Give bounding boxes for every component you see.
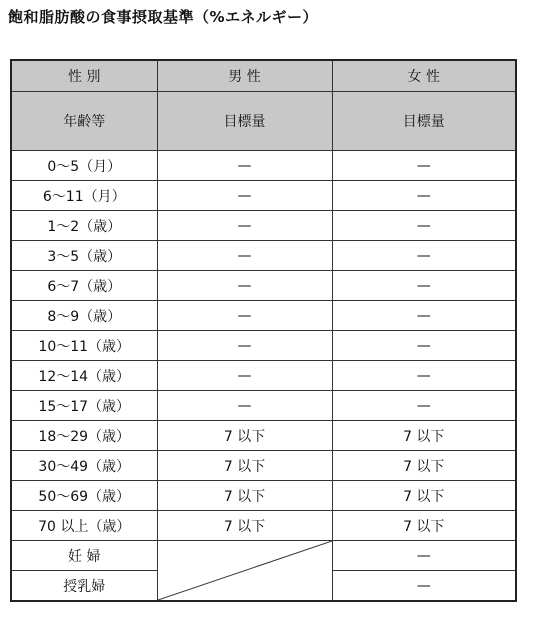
table-row [11, 451, 516, 481]
male-value-cell: — [157, 241, 332, 271]
age-cell: 6～11（月） [11, 181, 157, 211]
header-row-sex [11, 60, 516, 92]
saturated-fat-intake-table [10, 59, 517, 602]
female-value-cell: — [332, 571, 516, 602]
header-male-target: 目標量 [157, 92, 332, 151]
age-cell: 30～49（歳） [11, 451, 157, 481]
female-value-cell: — [332, 181, 516, 211]
female-value-cell: — [332, 211, 516, 241]
female-value-cell: — [332, 151, 516, 181]
female-value-cell: — [332, 361, 516, 391]
female-value-cell: — [332, 301, 516, 331]
age-cell: 6～7（歳） [11, 271, 157, 301]
table-row [11, 181, 516, 211]
female-value-cell: — [332, 541, 516, 571]
age-cell: 0～5（月） [11, 151, 157, 181]
male-value-cell: — [157, 301, 332, 331]
header-age: 年齢等 [11, 92, 157, 151]
table-row [11, 301, 516, 331]
male-value-cell: 7 以下 [157, 451, 332, 481]
diagonal-slash-line [158, 541, 332, 600]
table-row [11, 361, 516, 391]
table-title: 飽和脂肪酸の食事摂取基準（%エネルギー） [8, 8, 319, 26]
female-value-cell: — [332, 331, 516, 361]
age-cell: 18～29（歳） [11, 421, 157, 451]
age-cell: 10～11（歳） [11, 331, 157, 361]
female-value-cell: — [332, 241, 516, 271]
age-cell: 3～5（歳） [11, 241, 157, 271]
male-value-cell: — [157, 331, 332, 361]
header-sex: 性 別 [11, 60, 157, 92]
age-cell: 15～17（歳） [11, 391, 157, 421]
table-row [11, 481, 516, 511]
male-value-cell: — [157, 181, 332, 211]
age-cell: 70 以上（歳） [11, 511, 157, 541]
table-row [11, 151, 516, 181]
intake-table-container [10, 59, 515, 602]
age-cell: 8～9（歳） [11, 301, 157, 331]
male-value-cell: — [157, 211, 332, 241]
table-row [11, 241, 516, 271]
female-value-cell: — [332, 271, 516, 301]
male-value-cell: 7 以下 [157, 511, 332, 541]
age-cell-lactating: 授乳婦 [11, 571, 157, 602]
header-female: 女 性 [332, 60, 516, 92]
age-cell: 12～14（歳） [11, 361, 157, 391]
female-value-cell: 7 以下 [332, 451, 516, 481]
table-row [11, 391, 516, 421]
header-row-age [11, 92, 516, 151]
male-value-cell: — [157, 271, 332, 301]
table-row [11, 511, 516, 541]
age-cell: 50～69（歳） [11, 481, 157, 511]
male-value-cell: 7 以下 [157, 481, 332, 511]
table-row [11, 331, 516, 361]
male-value-cell: — [157, 391, 332, 421]
header-male: 男 性 [157, 60, 332, 92]
female-value-cell: 7 以下 [332, 421, 516, 451]
age-cell-pregnant: 妊 婦 [11, 541, 157, 571]
table-row-pregnant [11, 541, 516, 571]
male-value-cell: — [157, 151, 332, 181]
age-cell: 1～2（歳） [11, 211, 157, 241]
header-female-target: 目標量 [332, 92, 516, 151]
female-value-cell: — [332, 391, 516, 421]
table-row [11, 421, 516, 451]
table-row [11, 271, 516, 301]
male-value-cell: 7 以下 [157, 421, 332, 451]
table-row [11, 211, 516, 241]
female-value-cell: 7 以下 [332, 511, 516, 541]
female-value-cell: 7 以下 [332, 481, 516, 511]
male-value-cell: — [157, 361, 332, 391]
male-not-applicable-cell [157, 541, 332, 602]
